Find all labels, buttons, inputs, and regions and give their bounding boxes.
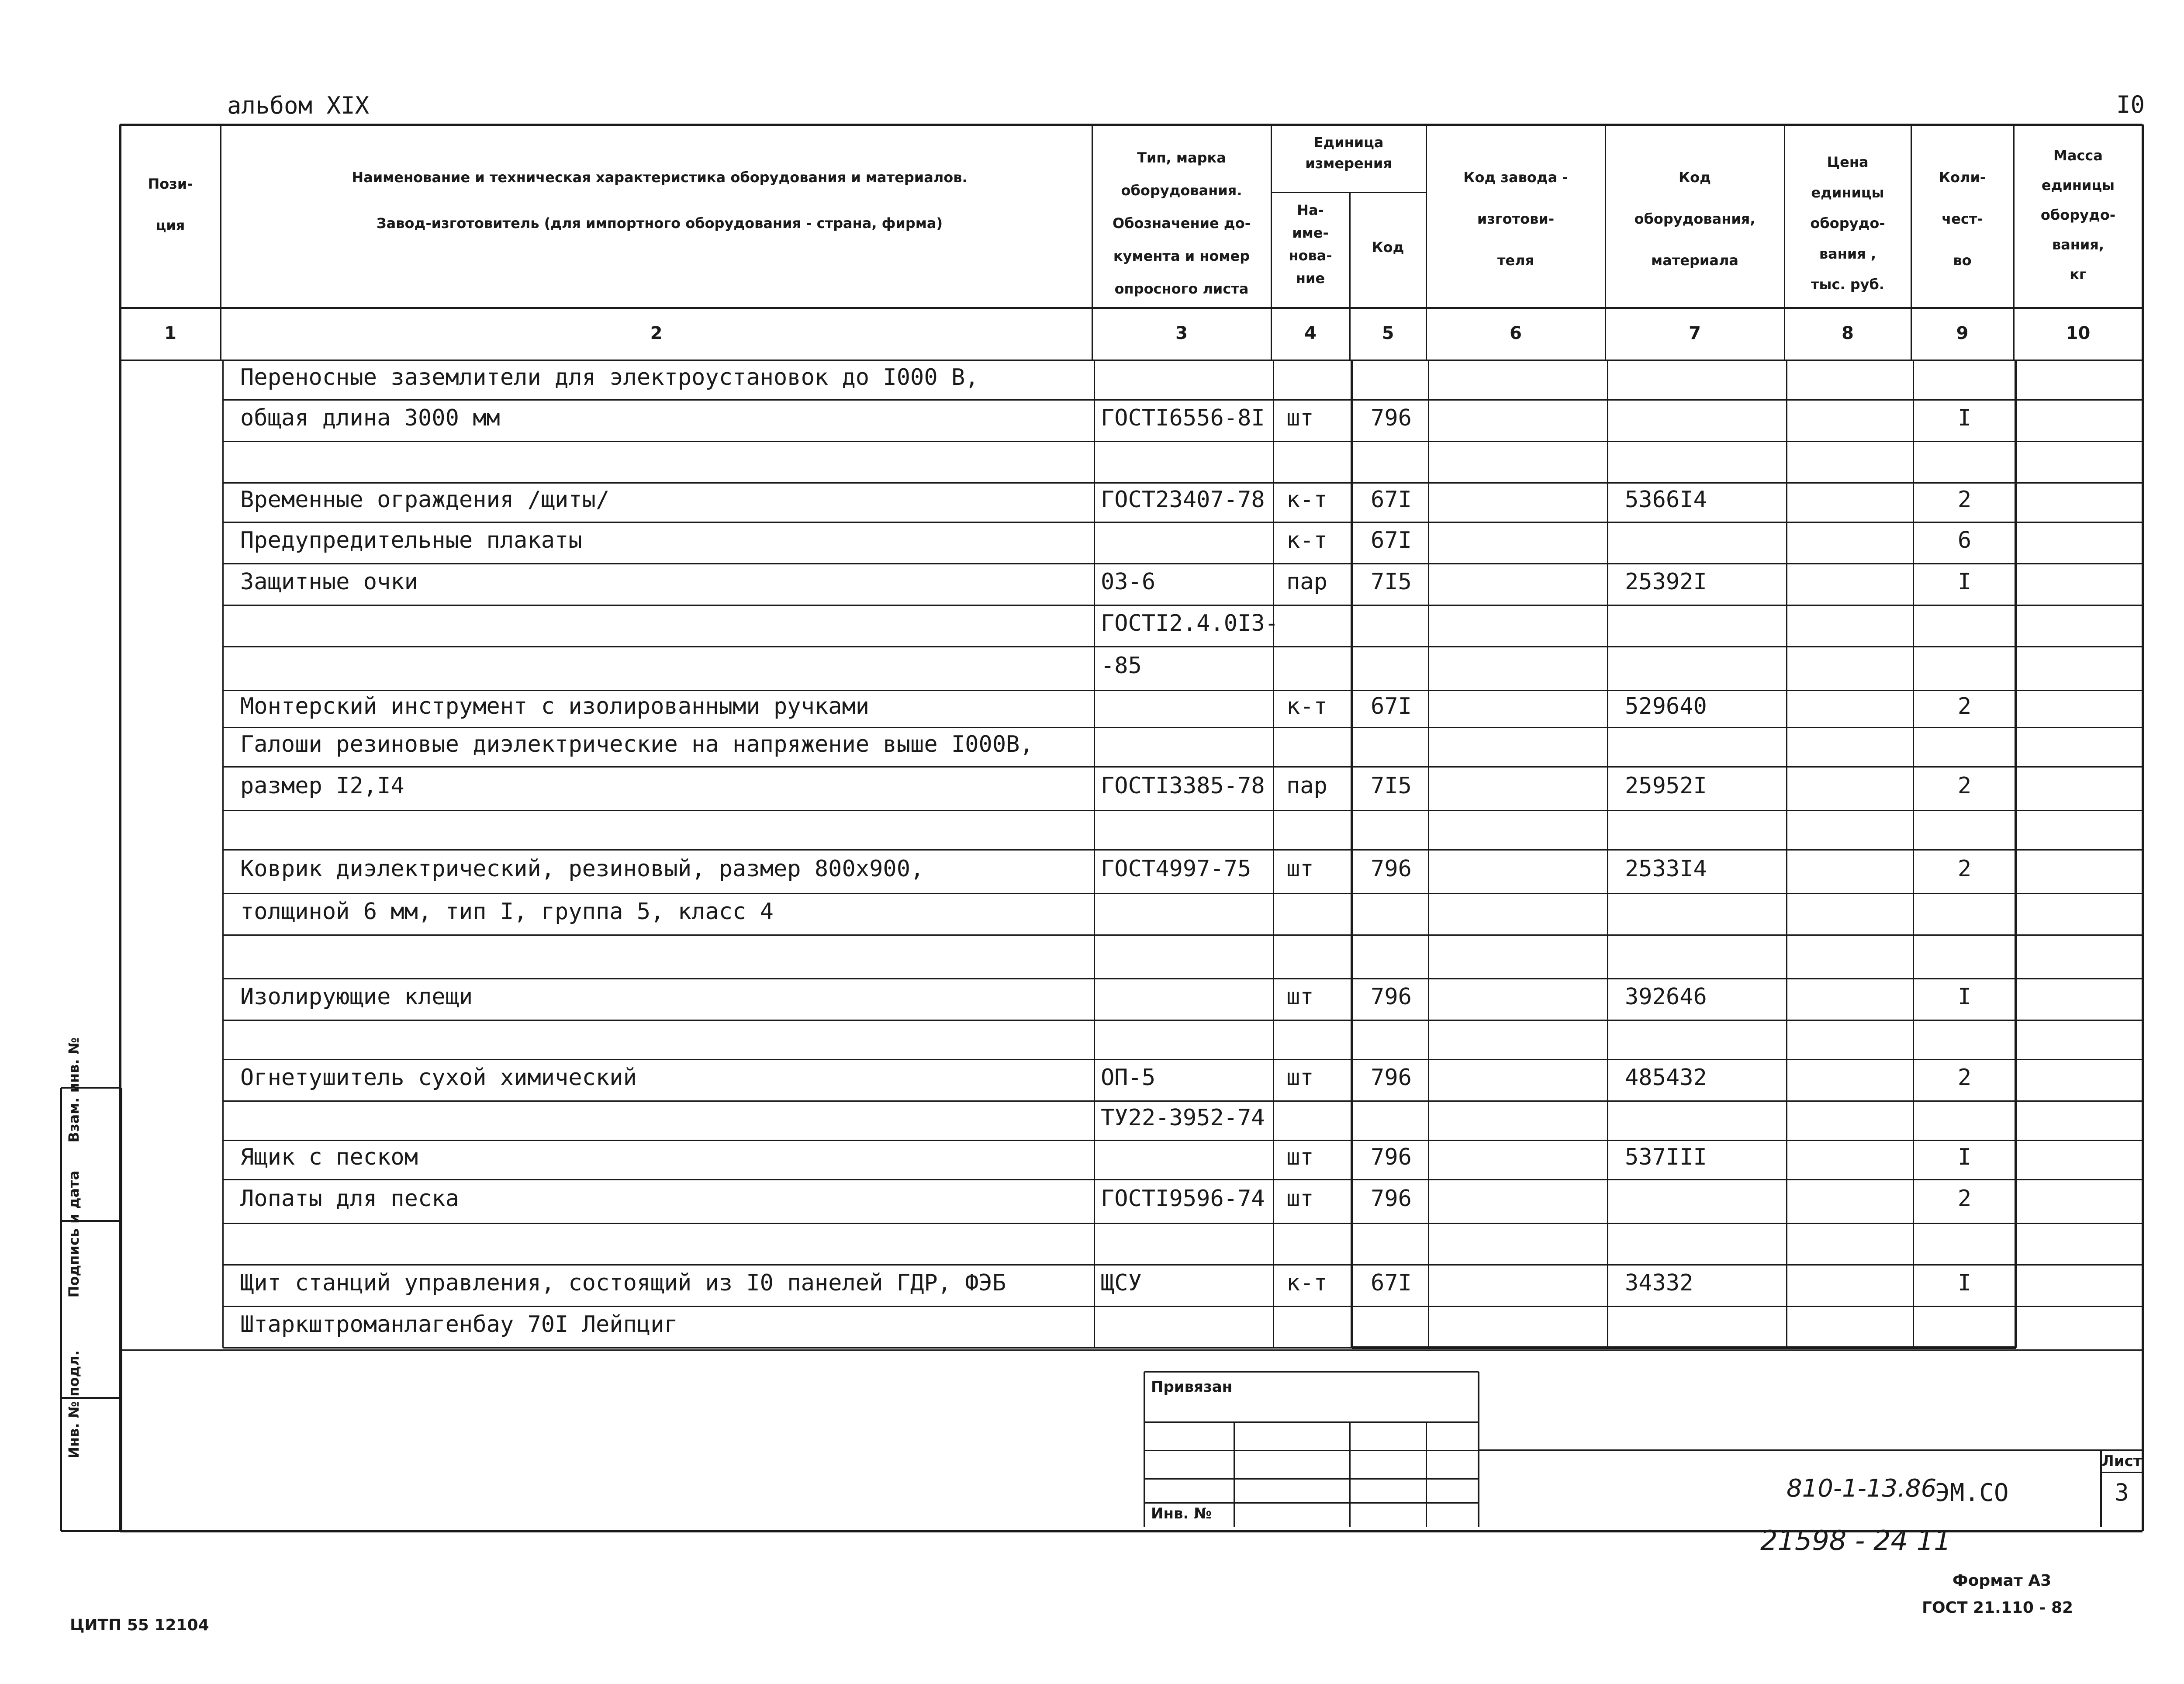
header-bottom-rule [120,307,2143,309]
row-unit: шт [1286,1064,1314,1091]
row-name: Изолирующие клещи [240,983,473,1010]
header-type: Тип, марка [1137,149,1226,166]
row-name: Лопаты для песка [240,1186,459,1212]
row-rule [223,1020,2143,1021]
header-mass: вания, [2052,236,2105,253]
stamp-sheet-number: 3 [2115,1479,2129,1506]
header-position: Пози- [148,176,193,192]
row-rule [223,522,2143,523]
row-qty: I [1957,405,1972,431]
gost-label: ГОСТ 21.110 - 82 [1922,1599,2073,1617]
header-unit-name: име- [1292,225,1329,241]
row-rule [223,1179,2143,1180]
row-rule [223,1306,2143,1307]
handwritten-number: 21598 - 24 11 [1760,1525,1951,1556]
ctp-label: ЦИТП 55 12104 [70,1616,209,1634]
row-rule [120,1349,2143,1351]
stamp-rule [1479,1449,2143,1451]
header-quantity: Коли- [1939,169,1986,186]
stamp-privyazan: Привязан [1151,1378,1233,1396]
row-code: 7I5 [1371,568,1412,595]
column-rule [1913,360,1914,1348]
row-eq: 392646 [1625,983,1707,1010]
row-name: Щит станций управления, состоящий из I0 панелей ГДР, ФЭБ [240,1269,1006,1296]
stamp-rule [1426,1422,1427,1527]
group-rule [2015,360,2017,1348]
side-stamp-rule [121,1088,122,1531]
row-type: ГОСТI3385-78 [1101,773,1265,799]
row-name: Штаркштроманлагенбау 70I Лейпциг [240,1311,678,1338]
stamp-rule [1144,1450,1479,1451]
column-rule [1786,360,1787,1348]
header-quantity: во [1953,252,1972,269]
row-rule [223,1059,2143,1060]
column-number: 2 [650,323,663,343]
row-type: ГОСТ23407-78 [1101,487,1265,513]
row-unit: шт [1286,983,1314,1010]
header-price: тыс. руб. [1811,276,1884,293]
header-unit-name: На- [1297,202,1324,218]
row-code: 7I5 [1371,773,1412,799]
row-unit: к-т [1286,693,1327,719]
stamp-rule [2101,1472,2143,1473]
row-name: Огнетушитель сухой химический [240,1064,637,1091]
row-unit: пар [1286,568,1327,595]
colnum-bottom-rule [120,360,2143,361]
column-rule [1273,360,1274,1348]
row-code: 67I [1371,527,1412,553]
row-eq: 34332 [1625,1269,1693,1296]
stamp-rule [1144,1478,1479,1480]
header-price: вания , [1819,246,1876,262]
header-type: опросного листа [1114,280,1249,297]
header-mass: оборудо- [2040,207,2116,223]
row-type: ГОСТ4997-75 [1101,856,1251,882]
header-price: Цена [1827,154,1869,170]
row-type: ГОСТI2.4.0I3- [1101,610,1279,636]
row-unit: к-т [1286,527,1327,553]
header-unit-name: нова- [1289,247,1332,264]
row-name: Ящик с песком [240,1144,418,1170]
header-unit-group: Единица [1313,134,1384,151]
row-rule [223,563,2143,564]
row-qty: 2 [1957,856,1972,882]
side-stamp-signature: Подпись и дата [66,1170,82,1298]
row-rule [223,766,2143,768]
side-stamp-inv-podl: Инв. № подл. [66,1350,82,1459]
row-rule [223,810,2143,811]
column-rule [1094,360,1095,1348]
header-type: кумента и номер [1113,248,1250,264]
row-qty: I [1957,1269,1972,1296]
row-unit: шт [1286,405,1314,431]
row-name: общая длина 3000 мм [240,405,500,431]
row-rule [223,1223,2143,1224]
row-eq: 25952I [1625,773,1707,799]
row-qty: I [1957,983,1972,1010]
header-unit-group: измерения [1305,155,1392,172]
row-eq: 2533I4 [1625,856,1707,882]
row-code: 796 [1371,405,1412,431]
row-type: -85 [1101,653,1142,679]
column-number: 10 [2066,323,2091,343]
stamp-designation-handwritten: 810-1-13.86 [1787,1474,1937,1503]
row-rule [223,1140,2143,1141]
row-name: Коврик диэлектрический, резиновый, размер 800х900, [240,856,924,882]
row-unit: пар [1286,773,1327,799]
header-mass: единицы [2041,177,2115,194]
header-manufacturer-code: Код завода - [1463,169,1568,186]
row-qty: 6 [1957,527,1972,553]
row-rule [223,399,2143,401]
stamp-rule [1144,1502,1479,1504]
header-type: Обозначение до- [1113,215,1251,232]
row-qty: I [1957,568,1972,595]
header-equipment-code: оборудования, [1634,211,1755,227]
stamp-rule [1349,1422,1351,1527]
stamp-inv-no: Инв. № [1151,1505,1212,1522]
row-rule [223,978,2143,979]
row-eq: 485432 [1625,1064,1707,1091]
header-price: оборудо- [1810,215,1885,232]
row-name: Переносные заземлители для электроустановок до I000 В, [240,364,979,391]
column-number: 9 [1956,323,1969,343]
row-code: 796 [1371,983,1412,1010]
row-eq: 25392I [1625,568,1707,595]
row-type: ЩСУ [1101,1269,1142,1296]
row-name: размер I2,I4 [240,773,404,799]
row-code: 67I [1371,693,1412,719]
unit-group-rule [1271,192,1426,193]
header-mass: кг [2070,266,2087,283]
stamp-sheet-label: Лист [2101,1452,2142,1470]
header-unit-code: Код [1372,239,1404,256]
row-name: Монтерский инструмент с изолированными ручками [240,693,870,719]
row-code: 796 [1371,1064,1412,1091]
header-equipment-code: материала [1651,252,1738,269]
column-number: 3 [1175,323,1188,343]
group-rule [1351,360,1353,1348]
row-rule [223,605,2143,606]
column-number: 7 [1689,323,1701,343]
column-number: 6 [1510,323,1522,343]
header-unit-name: ние [1296,270,1325,287]
column-number: 5 [1382,323,1394,343]
header-mass: Масса [2053,147,2103,164]
row-unit: к-т [1286,1269,1327,1296]
stamp-rule [1234,1422,1235,1527]
side-stamp-vzam: Взам. инв. № [66,1037,82,1143]
row-name: Временные ограждения /щиты/ [240,487,610,513]
row-qty: 2 [1957,487,1972,513]
row-type: ГОСТI6556-8I [1101,405,1265,431]
row-qty: 2 [1957,1064,1972,1091]
stamp-rule [1144,1372,1145,1527]
header-quantity: чест- [1942,211,1983,227]
format-label: Формат А3 [1952,1572,2052,1590]
album-label: альбом XIX [227,92,370,119]
row-rule [223,482,2143,484]
column-rule [1607,360,1608,1348]
row-rule [223,646,2143,647]
side-stamp-rule [61,1530,121,1532]
row-rule [223,690,2143,691]
row-name: толщиной 6 мм, тип I, группа 5, класс 4 [240,898,774,925]
row-eq: 537III [1625,1144,1707,1170]
row-rule [223,1264,2143,1266]
row-unit: шт [1286,1144,1314,1170]
row-rule [223,893,2143,894]
row-code: 67I [1371,487,1412,513]
row-rule [223,727,2143,728]
row-eq: 5366I4 [1625,487,1707,513]
stamp-rule [1144,1371,1479,1373]
row-type: ГОСТI9596-74 [1101,1186,1265,1212]
table-rule [223,1347,1352,1349]
header-name: Завод-изготовитель (для импортного оборудования - страна, фирма) [376,215,943,232]
row-code: 796 [1371,1186,1412,1212]
table-top-border [120,124,2143,126]
row-name: Защитные очки [240,568,418,595]
row-rule [223,1100,2143,1102]
row-name: Предупредительные плакаты [240,527,582,553]
page-number: I0 [2116,91,2145,118]
row-rule [223,934,2143,936]
header-equipment-code: Код [1679,169,1711,186]
side-stamp-rule [60,1088,62,1531]
row-code: 796 [1371,1144,1412,1170]
header-price: единицы [1811,184,1884,201]
row-name: Галоши резиновые диэлектрические на напряжение выше I000В, [240,731,1033,757]
stamp-rule [1144,1421,1479,1423]
row-qty: I [1957,1144,1972,1170]
column-number: 4 [1304,323,1317,343]
row-rule [223,441,2143,442]
row-type: ТУ22-3952-74 [1101,1105,1265,1131]
row-qty: 2 [1957,1186,1972,1212]
header-manufacturer-code: изготови- [1477,211,1555,227]
row-code: 796 [1371,856,1412,882]
header-name: Наименование и техническая характеристика оборудования и материалов. [352,169,968,186]
row-unit: к-т [1286,487,1327,513]
row-unit: шт [1286,1186,1314,1212]
group-rule [1352,1346,2016,1349]
row-type: 03-6 [1101,568,1156,595]
row-qty: 2 [1957,693,1972,719]
row-eq: 529640 [1625,693,1707,719]
row-qty: 2 [1957,773,1972,799]
header-manufacturer-code: теля [1497,252,1534,269]
row-rule [223,849,2143,851]
column-rule [222,360,224,1348]
column-number: 1 [164,323,176,343]
column-number: 8 [1842,323,1854,343]
row-type: ОП-5 [1101,1064,1156,1091]
row-unit: шт [1286,856,1314,882]
stamp-designation: ЭМ.СО [1935,1479,2009,1507]
header-position: ция [156,217,185,234]
row-code: 67I [1371,1269,1412,1296]
header-type: оборудования. [1121,182,1242,199]
